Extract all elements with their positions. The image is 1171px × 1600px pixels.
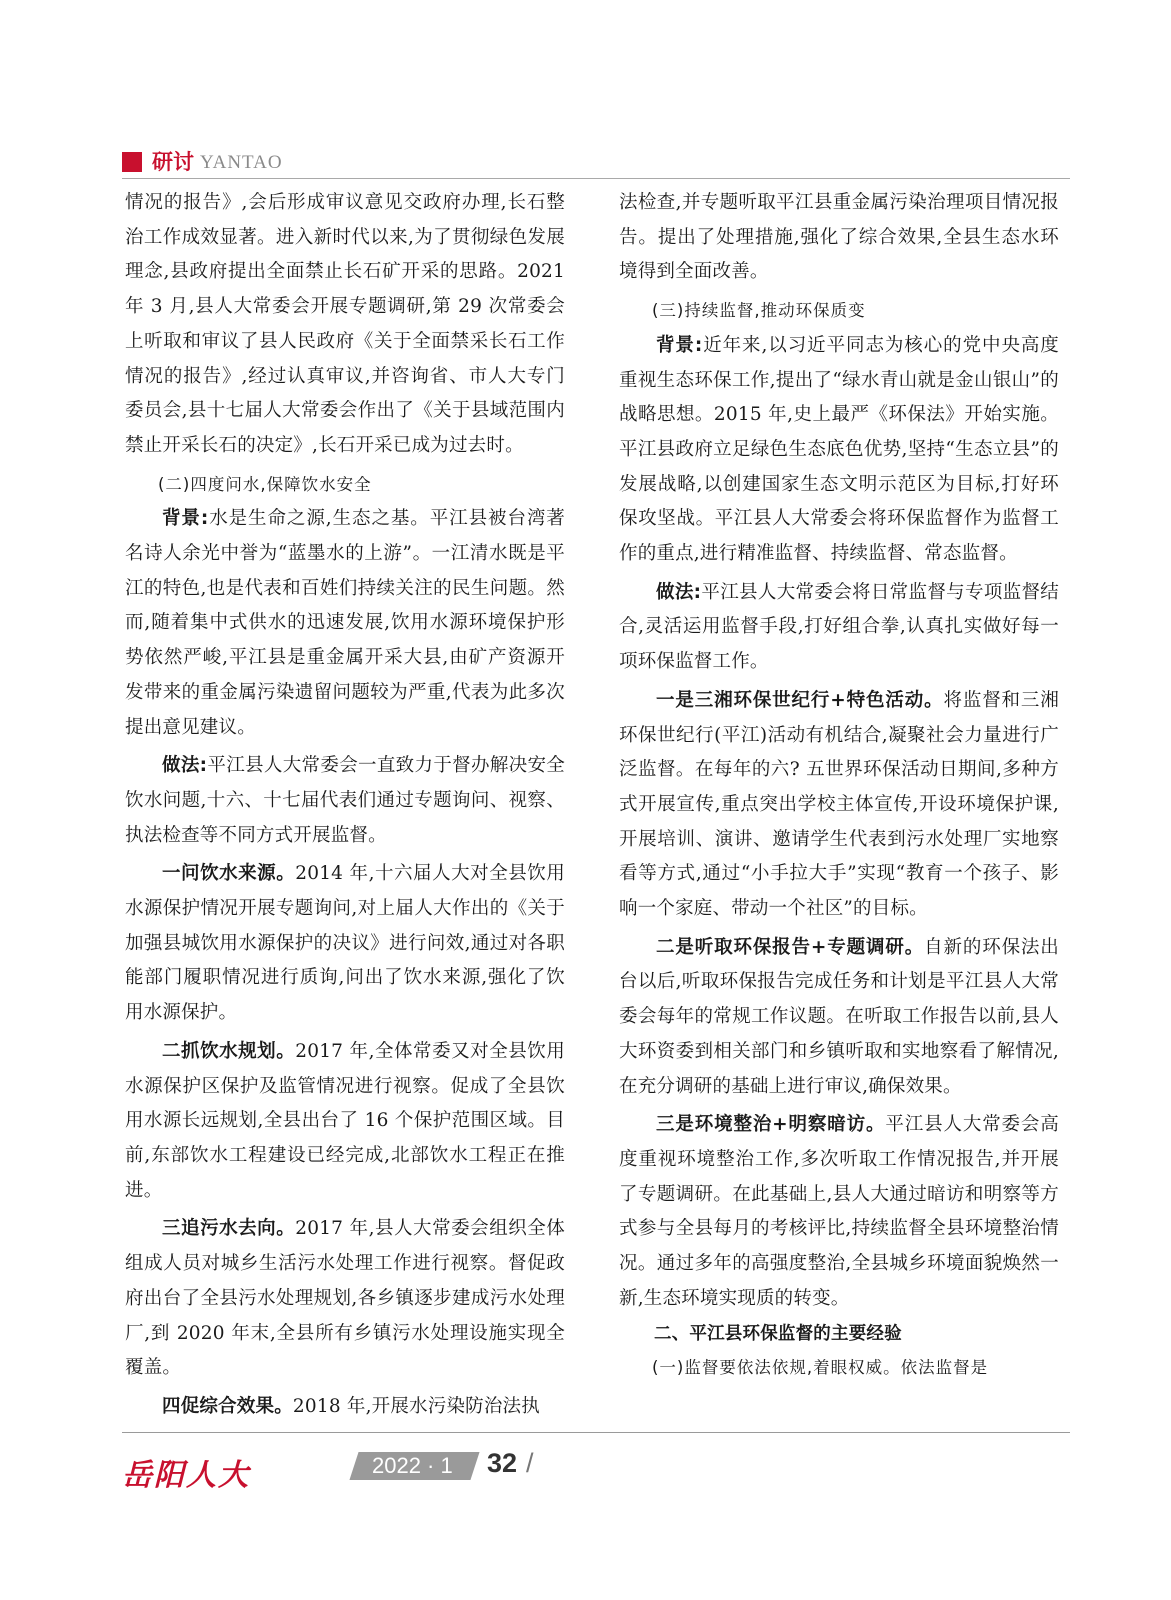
page-footer (122, 1432, 1070, 1492)
paragraph (125, 1390, 565, 1425)
magazine-logo: 岳阳人大 (122, 1458, 250, 1493)
paragraph-text: 2018 年,开展水污染防治法执 (292, 1395, 540, 1417)
paragraph-lead: 二是听取环保报告+专题调研。 (656, 936, 925, 958)
paragraph (125, 857, 565, 1031)
left-column (125, 186, 565, 1425)
paragraph-lead: 背景: (162, 508, 209, 530)
paragraph-text: 水是生命之源,生态之基。平江县被台湾著名诗人余光中誉为“蓝墨水的上游”。一江清水既是平江的特色,也是代表和百姓们持续关注的民生问题。然而,随着集中式供水的迅速发展,饮用水源环境保护形势依然严峻,平江县是重金属开采大县,由矿产资源开发带来的重金属污染遗留问题较为严重,代表为此多次提出意见建议。 (125, 508, 566, 738)
section-header (122, 148, 1070, 178)
page-slash-decoration: / (526, 1448, 534, 1478)
paragraph-lead: 做法: (656, 581, 702, 603)
paragraph-lead: 三追污水去向。 (162, 1218, 296, 1240)
page-number: 32 (487, 1448, 518, 1478)
paragraph-lead: 做法: (162, 755, 208, 777)
paragraph (619, 576, 1059, 680)
paragraph (125, 502, 565, 745)
paragraph-lead: 二抓饮水规划。 (162, 1040, 296, 1062)
paragraph-text: 2017 年,全体常委又对全县饮用水源保护区保护及监管情况进行视察。促成了全县饮用水源长远规划,全县出台了 16 个保护范围区域。目前,东部饮水工程建设已经完成,北部饮水工程正在推进。 (125, 1040, 565, 1201)
paragraph (619, 1108, 1059, 1316)
section-title-zh: 研讨 (152, 150, 194, 174)
paragraph (125, 749, 565, 853)
subsection-heading: (三)持续监督,推动环保质变 (652, 301, 866, 321)
right-column (619, 186, 1059, 1386)
paragraph-text: 将监督和三湘环保世纪行(平江)活动有机结合,凝聚社会力量进行广泛监督。在每年的六? 五世界环保活动日期间,多种方式开展宣传,重点突出学校主体宣传,开设环境保护课,开展培训、演讲、邀请学生代表到污水处理厂实地察看等方式,通过“小手拉大手”实现“教育一个孩子、影响一个家庭、带动一个社区”的目标。 (619, 689, 1059, 920)
header-divider (122, 178, 1070, 179)
paragraph (619, 329, 1059, 572)
section-marker-square (122, 152, 142, 172)
section-heading: 二、平江县环保监督的主要经验 (654, 1323, 902, 1344)
paragraph: 法检查,并专题听取平江县重金属污染治理项目情况报告。提出了处理措施,强化了综合效果,全县生态水环境得到全面改善。 (619, 192, 1059, 283)
paragraph (125, 1035, 565, 1209)
subsection-heading: (二)四度问水,保障饮水安全 (158, 474, 372, 494)
issue-number: 2022 · 1 (372, 1453, 453, 1478)
footer-divider (122, 1432, 1070, 1433)
subsection-heading: (一)监督要依法依规,着眼权威。依法监督是 (652, 1358, 989, 1378)
section-title-en: YANTAO (200, 152, 283, 173)
paragraph-lead: 四促综合效果。 (162, 1395, 293, 1417)
paragraph-text: 平江县人大常委会将日常监督与专项监督结合,灵活运用监督手段,打好组合拳,认真扎实做好每一项环保监督工作。 (619, 581, 1059, 673)
issue-badge (349, 1452, 479, 1480)
paragraph-text: 平江县人大常委会高度重视环境整治工作,多次听取工作情况报告,并开展了专题调研。在此基础上,县人大通过暗访和明察等方式参与全县每月的考核评比,持续监督全县环境整治情况。通过多年的高强度整治,全县城乡环境面貌焕然一新,生态环境实现质的转变。 (619, 1114, 1059, 1309)
paragraph-text: 自新的环保法出台以后,听取环保报告完成任务和计划是平江县人大常委会每年的常规工作议题。在听取工作报告以前,县人大环资委到相关部门和乡镇听取和实地察看了解情况,在充分调研的基础上进行审议,确保效果。 (619, 936, 1059, 1097)
paragraph-lead: 一问饮水来源。 (162, 863, 296, 885)
paragraph-lead: 一是三湘环保世纪行+特色活动。 (656, 689, 944, 711)
paragraph (125, 1212, 565, 1386)
paragraph-text: 2014 年,十六届人大对全县饮用水源保护情况开展专题询问,对上届人大作出的《关于加强县城饮用水源保护的决议》进行问效,通过对各职能部门履职情况进行质询,问出了饮水来源,强化了饮用水源保护。 (125, 863, 565, 1024)
paragraph-lead: 三是环境整治+明察暗访。 (656, 1114, 886, 1136)
paragraph-text: 2017 年,县人大常委会组织全体组成人员对城乡生活污水处理工作进行视察。督促政府出台了全县污水处理规划,各乡镇逐步建成污水处理厂,到 2020 年末,全县所有乡镇污水处理设施实现全覆盖。 (125, 1218, 565, 1379)
paragraph-text: 平江县人大常委会一直致力于督办解决安全饮水问题,十六、十七届代表们通过专题询问、视察、执法检查等不同方式开展监督。 (125, 755, 565, 846)
paragraph (619, 684, 1059, 927)
paragraph-text: 近年来,以习近平同志为核心的党中央高度重视生态环保工作,提出了“绿水青山就是金山银山”的战略思想。2015 年,史上最严《环保法》开始实施。平江县政府立足绿色生态底色优势,坚持“生态立县”的发展战略,以创建国家生态文明示范区为目标,打好环保攻坚战。平江县人大常委会将环保监督作为监督工作的重点,进行精准监督、持续监督、常态监督。 (619, 334, 1060, 565)
paragraph-lead: 背景: (656, 334, 703, 356)
paragraph (619, 931, 1059, 1105)
paragraph: 情况的报告》,会后形成审议意见交政府办理,长石整治工作成效显著。进入新时代以来,为了贯彻绿色发展理念,县政府提出全面禁止长石矿开采的思路。2021 年 3 月,县人大常委会开展专题调研,第 29 次常委会上听取和审议了县人民政府《关于全面禁采长石工作情况的报告》,经过认真审议,并咨询省、市人大专门委员会,县十七届人大常委会作出了《关于县域范围内禁止开采长石的决定》,长石开采已成为过去时。 (125, 192, 565, 456)
